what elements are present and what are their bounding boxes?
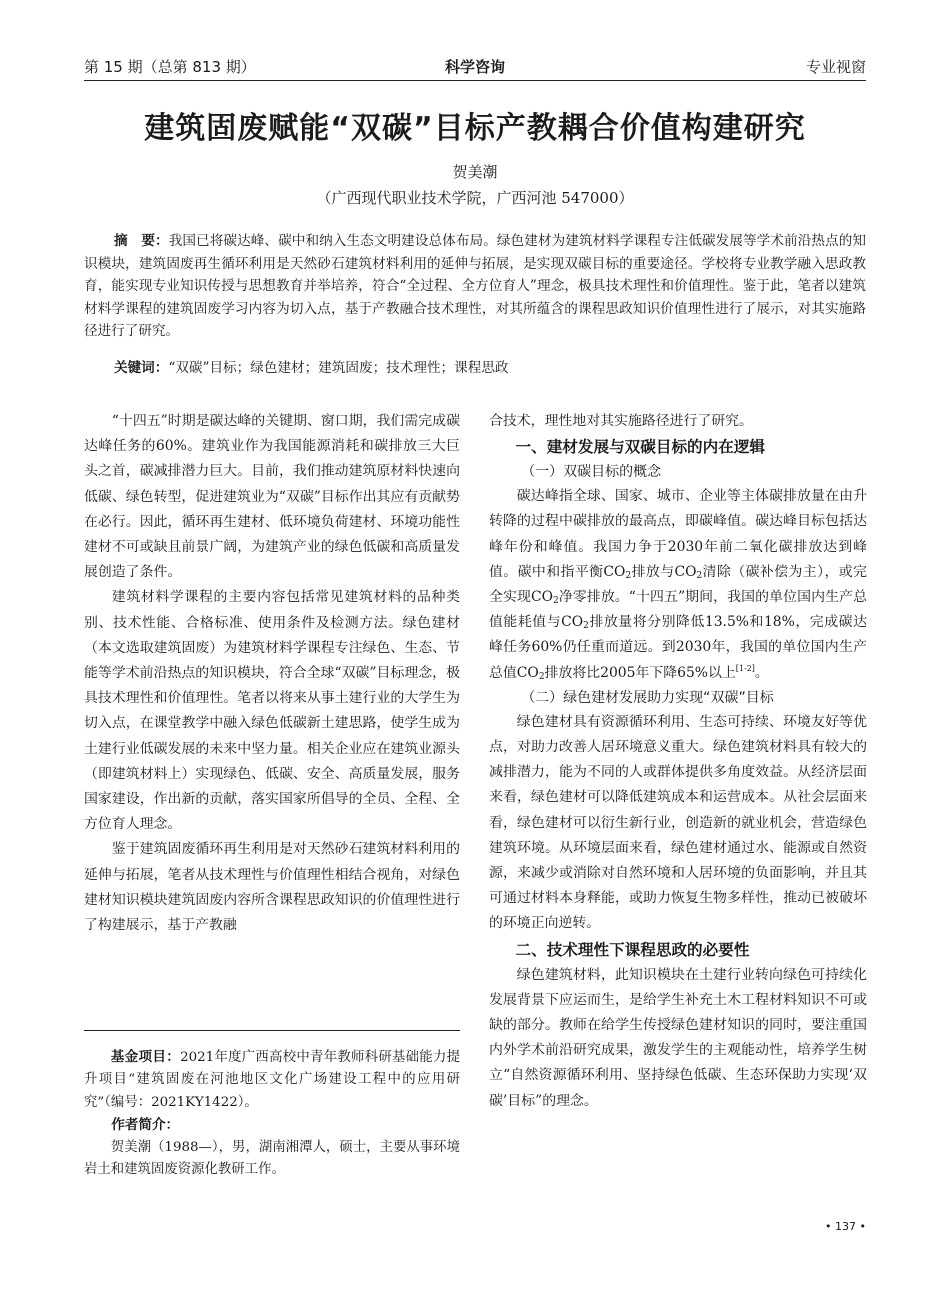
article-title: 建筑固废赋能“双碳”目标产教耦合价值构建研究 <box>144 111 806 146</box>
section-heading: 二、技术理性下课程思政的必要性 <box>515 940 750 959</box>
footnote <box>84 1046 460 1181</box>
fund-note <box>84 1046 460 1114</box>
body-paragraph: 绿色建材具有资源循环利用、生态可持续、环境友好等优点，对助力改善人居环境意义重大。绿色建筑材料具有较大的减排潜力，能为不同的人或群体提供多角度效益。从经济层面来看，绿色建材可以降低建筑成本和运营成本。从社会层面来看，绿色建材可以衍生新行业，创造新的就业机会，营造绿色建筑环境。从环境层面来看，绿色建材通过水、能源或自然资源，来减少或消除对自然环境和人居环境的负面影响，并且其可通过材料本身释能，或助力恢复生物多样性，推动已被破坏的环境正向逆转。 <box>489 713 867 932</box>
subsection-heading: （二）绿色建材发展助力实现“双碳”目标 <box>521 689 774 706</box>
header-rule <box>84 80 866 81</box>
subsection-heading: （一）双碳目标的概念 <box>521 464 662 481</box>
keywords <box>114 356 866 376</box>
body-paragraph: 绿色建筑材料，此知识模块在土建行业转向绿色可持续化发展背景下应运而生，是给学生补充土木工程材料知识不可或缺的部分。教师在给学生传授绿色建材知识的同时，要注重国内外学术前沿研究成果，激发学生的主观能动性，培养学生树立“自然资源循环利用、坚持绿色低碳、生态环保助力实现‘双碳’目标”的理念。 <box>489 966 867 1109</box>
bio-text: 贺美潮（1988—），男，湖南湘潭人，硕士，主要从事环境岩土和建筑固废资源化教研工作。 <box>84 1139 460 1178</box>
body-paragraph-co2: 碳达峰指全球、国家、城市、企业等主体碳排放量在由升转降的过程中碳排放的最高点，即碳峰值。碳达峰目标包括达峰年份和峰值。我国力争于2030年前二氧化碳排放达到峰值。碳中和指平衡$CO_2$排放与$CO_2$清除（碳补偿为主），或完全实现$CO_2$净零排放。“十四五”期间，我国的单位国内生产总值能耗值与$CO_2$排放量将分别降低13.5%和18%，完成碳达峰任务60%仍任重而道远。到2030年，我国的单位国内生产总值$CO_2$排放将比2005年下降65%以上[1-2]。 <box>489 488 867 682</box>
issue-number: 第 15 期（总第 813 期） <box>84 58 256 76</box>
keywords-label: 关键词： <box>114 360 169 376</box>
author-name: 贺美潮 <box>452 163 498 181</box>
journal-name: 科学咨询 <box>444 58 505 76</box>
body-paragraph: 建筑材料学课程的主要内容包括常见建筑材料的品种类别、技术性能、合格标准、使用条件及检测方法。绿色建材（本文选取建筑固废）为建筑材料学课程专注绿色、生态、节能等学术前沿热点的知识模块，符合全球“双碳”目标理念，极具技术理性和价值理性。笔者以将来从事土建行业的大学生为切入点，在课堂教学中融入绿色低碳新土建思路，使学生成为土建行业低碳发展的未来中坚力量。相关企业应在建筑业源头（即建筑材料上）实现绿色、低碳、安全、高质量发展，服务国家建设，作出新的贡献，落实国家所倡导的全员、全程、全方位育人理念。 <box>84 589 460 833</box>
abstract-label: 摘 要： <box>114 233 169 249</box>
body-paragraph: 鉴于建筑固废循环再生利用是对天然砂石建筑材料利用的延伸与拓展，笔者从技术理性与价值理性相结合视角，对绿色建材知识模块建筑固废内容所含课程思政知识的价值理性进行了构建展示，基于产教融 <box>84 841 460 934</box>
keywords-text: “双碳”目标；绿色建材；建筑固废；技术理性；课程思政 <box>168 360 509 376</box>
body-paragraph: “十四五”时期是碳达峰的关键期、窗口期，我们需完成碳达峰任务的60%。建筑业作为我国能源消耗和碳排放三大巨头之首，碳减排潜力巨大。目前，我们推动建筑原材料快速向低碳、绿色转型，促进建筑业为“双碳”目标作出其应有贡献势在必行。因此，循环再生建材、低环境负荷建材、环境功能性建材不可或缺且前景广阔，为建筑产业的绿色低碳和高质量发展创造了条件。 <box>84 413 460 581</box>
abstract-text: 我国已将碳达峰、碳中和纳入生态文明建设总体布局。绿色建材为建筑材料学课程专注低碳发展等学术前沿热点的知识模块，建筑固废再生循环利用是天然砂石建筑材料利用的延伸与拓展，是实现双碳目标的重要途径。学校将专业教学融入思政教育，能实现专业知识传授与思想教育并举培养，符合“全过程、全方位育人”理念，极具技术理性和价值理性。鉴于此，笔者以建筑材料学课程的建筑固废学习内容为切入点，基于产教融合技术理性，对其所蕴含的课程思政知识价值理性进行了展示，对其实施路径进行了研究。 <box>84 233 867 339</box>
author-affiliation: （广西现代职业技术学院，广西河池 547000） <box>316 189 634 207</box>
running-header <box>84 52 866 78</box>
bio-label: 作者简介： <box>111 1117 180 1134</box>
abstract <box>84 230 866 343</box>
fund-label: 基金项目： <box>110 1049 181 1065</box>
footnote-rule <box>84 1030 460 1031</box>
citation: [1-2] <box>735 663 755 673</box>
section-heading: 一、建材发展与双碳目标的内在逻辑 <box>515 438 766 457</box>
body-paragraph: 合技术，理性地对其实施路径进行了研究。 <box>489 413 753 429</box>
section-name: 专业视窗 <box>805 58 866 76</box>
left-column <box>84 409 460 938</box>
right-column <box>489 409 867 1114</box>
page-number: • 137 • <box>825 1220 866 1233</box>
fund-text: 2021年度广西高校中青年教师科研基础能力提升项目“建筑固废在河池地区文化广场建设工程中的应用研究”（编号：2021KY1422）。 <box>84 1050 461 1110</box>
